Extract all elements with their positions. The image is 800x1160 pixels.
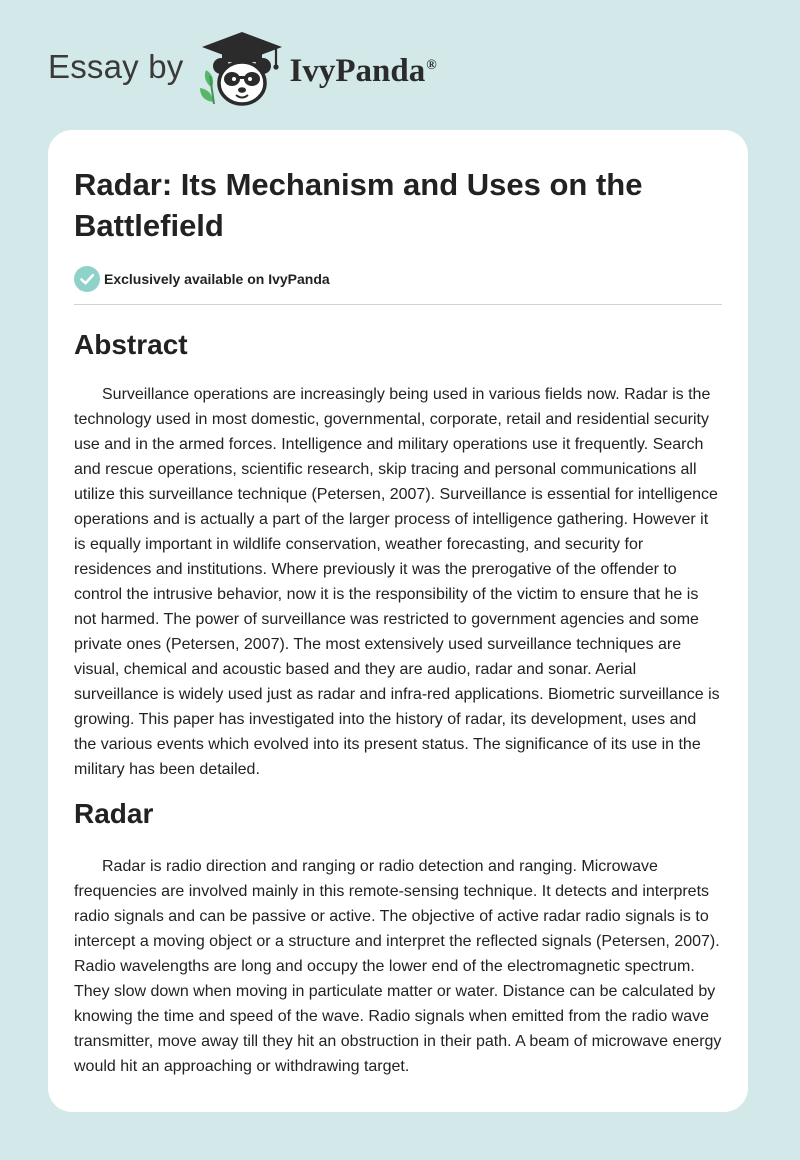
check-circle-icon <box>74 266 100 292</box>
brand-name[interactable] <box>290 53 437 90</box>
brand-prefix: Essay by <box>48 48 184 85</box>
section-radar <box>74 796 722 1079</box>
page-title: Radar: Its Mechanism and Uses on the Battlefield <box>74 167 643 243</box>
section-paragraph: Surveillance operations are increasingly being used in various fields now. Radar is the technology used in most domestic, governmental, corporate, retail and residential security use and in the armed forces. Intelligence and military operations use it frequently. Search and rescue operations, scientific research, skip tracing and personal communications all utilize this surveillance technique (Petersen, 2007). Surveillance is essential for intelligence operations and is actually a part of the larger process of intelligence gathering. However it is equally important in wildlife conservation, weather forecasting, and security for residences and institutions. Where previously it was the prerogative of the offender to control the intrusive behavior, now it is the responsibility of the victim to ensure that he is not harmed. The power of surveillance was restricted to government agencies and some private ones (Petersen, 2007). The most extensively used surveillance techniques are visual, chemical and acoustic based and they are audio, radar and sonar. Aerial surveillance is widely used just as radar and infra-red applications. Biometric surveillance is growing. This paper has investigated into the history of radar, its development, uses and the various events which evolved into its present status. The significance of its use in the military has been detailed. <box>74 386 720 778</box>
exclusive-badge <box>74 266 722 292</box>
exclusive-badge-text: Exclusively available on IvyPanda <box>104 271 330 287</box>
section-paragraph: Radar is radio direction and ranging or radio detection and ranging. Microwave frequencies are involved mainly in this remote-sensing technique. It detects and interprets radio signals and can be passive or active. The objective of active radar radio signals is to intercept a moving object or a structure and interpret the reflected signals (Petersen, 2007). Radio wavelengths are long and occupy the lower end of the electromagnetic spectrum. They slow down when moving in particulate matter or water. Distance can be calculated by knowing the time and speed of the wave. Radio signals when emitted from the radio wave transmitter, move away till they hit an obstruction in their path. A beam of microwave energy would hit an approaching or withdrawing target. <box>74 858 722 1075</box>
essay-card <box>48 130 748 1112</box>
section-abstract <box>74 327 722 782</box>
panda-logo-icon[interactable] <box>196 30 288 110</box>
site-header <box>48 30 437 110</box>
section-heading: Radar <box>74 798 154 829</box>
registered-mark: ® <box>426 57 437 73</box>
section-heading: Abstract <box>74 329 188 360</box>
title-divider <box>74 304 722 305</box>
brand-name-text: IvyPanda <box>289 52 426 89</box>
